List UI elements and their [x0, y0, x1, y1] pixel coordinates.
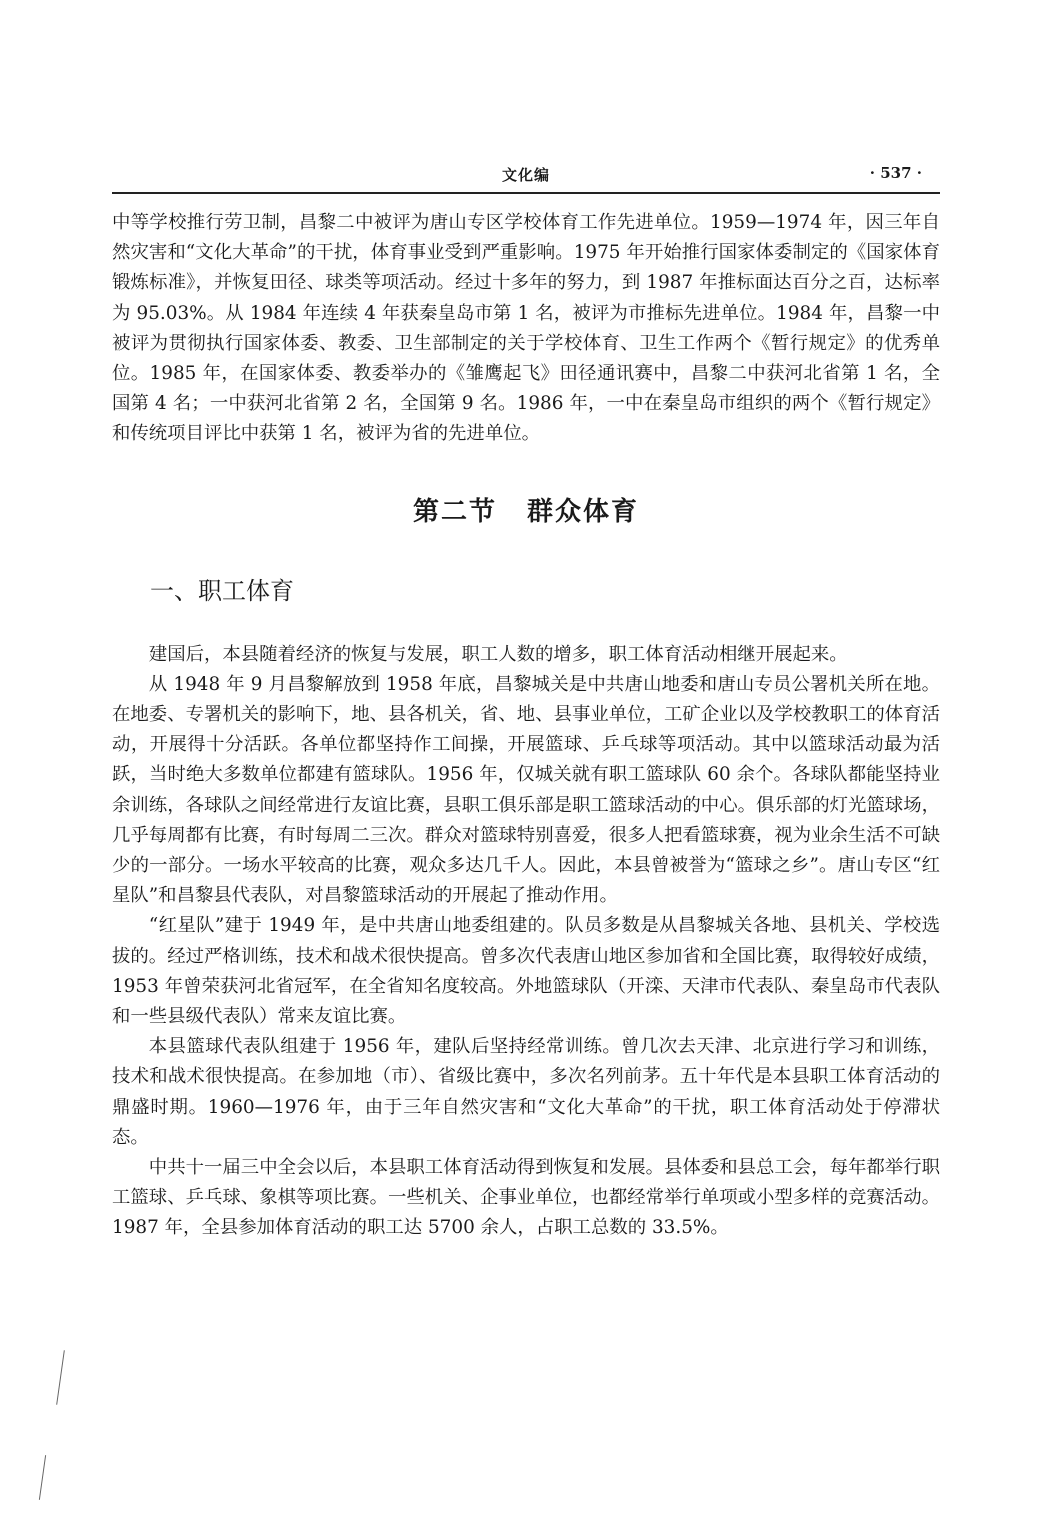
section-number: 第二节 [412, 496, 497, 527]
page-body [112, 208, 940, 1244]
paragraph-continued: 中等学校推行劳卫制，昌黎二中被评为唐山专区学校体育工作先进单位。1959—1974 年，因三年自然灾害和“文化大革命”的干扰，体育事业受到严重影响。1975 年开始推行国家体委制定的《国家体育锻炼标准》，并恢复田径、球类等项活动。经过十多年的努力，到 1987 年推标面达百分之百，达标率为 95.03%。从 1984 年连续 4 年获秦皇岛市第 1 名，被评为市推标先进单位。1984 年，昌黎一中被评为贯彻执行国家体委、教委、卫生部制定的关于学校体育、卫生工作两个《暂行规定》的优秀单位。1985 年，在国家体委、教委举办的《雏鹰起飞》田径通讯赛中，昌黎二中获河北省第 1 名，全国第 4 名；一中获河北省第 2 名，全国第 9 名。1986 年，一中在秦皇岛市组织的两个《暂行规定》和传统项目评比中获第 1 名，被评为省的先进单位。 [112, 212, 940, 445]
page-number: · 537 · [869, 164, 922, 182]
section-name: 群众体育 [527, 496, 640, 527]
paragraph: 中共十一届三中全会以后，本县职工体育活动得到恢复和发展。县体委和县总工会，每年都举行职工篮球、乒乓球、象棋等项比赛。一些机关、企事业单位，也都经常举行单项或小型多样的竞赛活动。1987 年，全县参加体育活动的职工达 5700 余人，占职工总数的 33.5%。 [112, 1157, 940, 1239]
page-header [112, 160, 940, 194]
margin-scratch-mark [56, 1350, 65, 1405]
paragraph: 建国后，本县随着经济的恢复与发展，职工人数的增多，职工体育活动相继开展起来。 [148, 643, 848, 665]
section-heading [112, 497, 940, 533]
margin-scratch-mark [39, 1455, 46, 1500]
paragraph: “红星队”建于 1949 年，是中共唐山地委组建的。队员多数是从昌黎城关各地、县机关、学校选拔的。经过严格训练，技术和战术很快提高。曾多次代表唐山地区参加省和全国比赛，取得较好成绩，1953 年曾荣获河北省冠军，在全省知名度较高。外地篮球队（开滦、天津市代表队、秦皇岛市代表队和一些县级代表队）常来友谊比赛。 [112, 915, 940, 1028]
subsection-heading: 一、职工体育 [150, 576, 294, 605]
running-head: 文化编 [501, 166, 550, 184]
header-rule [112, 192, 940, 194]
paragraph: 本县篮球代表队组建于 1956 年，建队后坚持经常训练。曾几次去天津、北京进行学习和训练，技术和战术很快提高。在参加地（市）、省级比赛中，多次名列前茅。五十年代是本县职工体育活动的鼎盛时期。1960—1976 年，由于三年自然灾害和“文化大革命”的干扰，职工体育活动处于停滞状态。 [112, 1036, 940, 1148]
paragraph: 从 1948 年 9 月昌黎解放到 1958 年底，昌黎城关是中共唐山地委和唐山专员公署机关所在地。在地委、专署机关的影响下，地、县各机关，省、地、县事业单位，工矿企业以及学校教职工的体育活动，开展得十分活跃。各单位都坚持作工间操，开展篮球、乒乓球等项活动。其中以篮球活动最为活跃，当时绝大多数单位都建有篮球队。1956 年，仅城关就有职工篮球队 60 余个。各球队都能坚持业余训练，各球队之间经常进行友谊比赛，县职工俱乐部是职工篮球活动的中心。俱乐部的灯光篮球场，几乎每周都有比赛，有时每周二三次。群众对篮球特别喜爱，很多人把看篮球赛，视为业余生活不可缺少的一部分。一场水平较高的比赛，观众多达几千人。因此，本县曾被誉为“篮球之乡”。唐山专区“红星队”和昌黎县代表队，对昌黎篮球活动的开展起了推动作用。 [112, 673, 940, 907]
